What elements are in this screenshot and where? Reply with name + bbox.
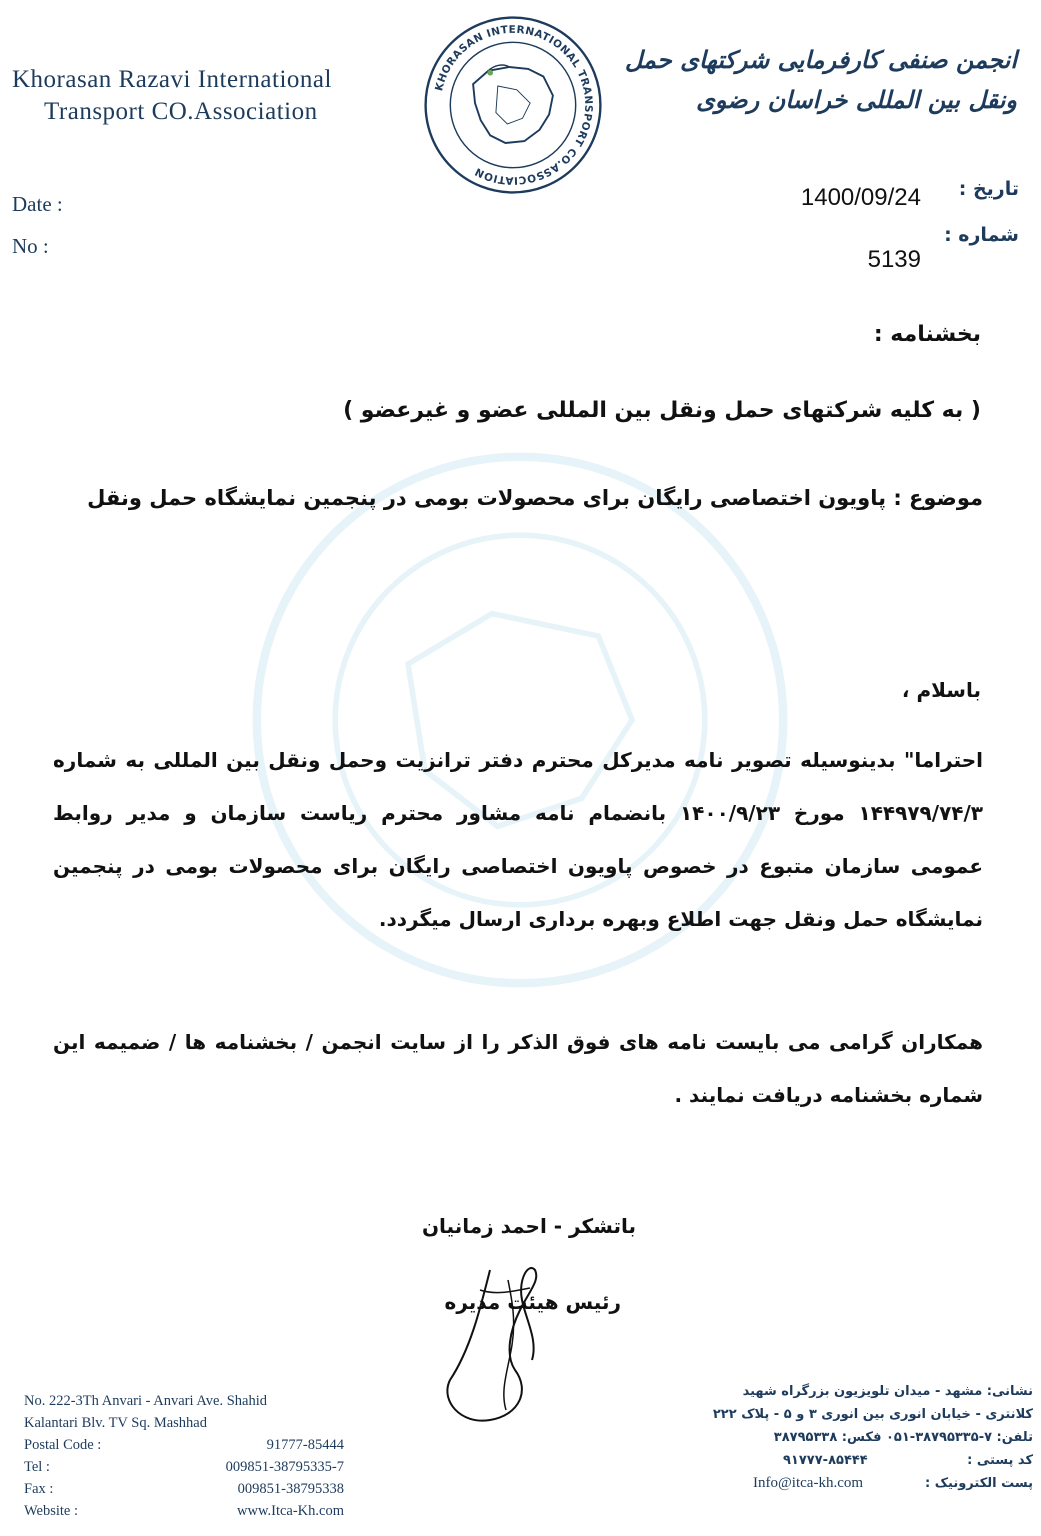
letter-number: 5139 [867,246,921,273]
fax-label: Fax : [24,1481,54,1497]
postal-label-fa: کد پستی : [967,1453,1033,1468]
footer-address-en-2: Kalantari Blv. TV Sq. Mashhad [24,1415,207,1431]
website-link[interactable]: www.Itca-Kh.com [237,1503,344,1519]
postal-value: 91777-85444 [266,1437,344,1453]
footer-address-fa-2: کلانتری - خیابان انوری بین انوری ۳ و ۵ - پلاک ۲۲۲ [712,1407,1033,1422]
no-label-en: No : [12,234,49,258]
footer-contact-fa [703,1380,1033,1495]
svg-text:KHORASAN INTERNATIONAL TRANSPO [433,24,594,187]
org-name-fa [597,40,1017,120]
footer-address-en-1: No. 222-3Th Anvari - Anvari Ave. Shahid [24,1393,267,1409]
postal-label: Postal Code : [24,1437,102,1453]
footer-contact-en [24,1390,344,1522]
footer-email-fa-row [703,1472,1033,1495]
footer-postal-row [24,1434,344,1456]
logo-ring-text: KHORASAN INTERNATIONAL TRANSPORT CO.ASSOCIATION [433,23,595,187]
greeting: باسلام ، [901,678,981,702]
org-name-en-line1: Khorasan Razavi International [12,66,332,93]
footer-address-fa-1: نشانی: مشهد - میدان تلویزیون بزرگراه شهید [742,1384,1033,1399]
org-name-fa-text: انجمن صنفی کارفرمایی شرکتهای حمل ونقل بین المللی خراسان رضوی [624,45,1017,114]
body-paragraph-2: همکاران گرامی می بایست نامه های فوق الذکر را از سایت انجمن / بخشنامه ها / ضمیمه این شماره بخشنامه دریافت نمایند . [53,1030,983,1107]
email-label-fa: پست الکترونیک : [925,1476,1033,1491]
website-label: Website : [24,1503,78,1519]
date-value: 1400/09/24 [800,184,921,211]
date-label-en: Date : [12,192,63,216]
footer-postal-fa-row [703,1449,1033,1472]
footer-fax-row [24,1478,344,1500]
subject-line: موضوع : پاویون اختصاصی رایگان برای محصولات بومی در پنجمین نمایشگاه حمل ونقل [87,486,983,510]
footer-phone-fa: تلفن: ۷-۳۸۷۹۵۳۳۵-۰۵۱ فکس: ۳۸۷۹۵۳۳۸ [773,1430,1033,1445]
email-link[interactable]: Info@itca-kh.com [753,1475,864,1491]
postal-value-fa: ۹۱۷۷۷-۸۵۴۴۴ [783,1453,868,1468]
recipient-line: ( به کلیه شرکتهای حمل ونقل بین المللی عضو و غیرعضو ) [343,398,981,423]
date-label-fa: تاریخ : [958,178,1019,200]
signer-title: رئیس هیئت مدیره [444,1290,621,1314]
handwritten-signature [420,1250,580,1440]
org-name-en [12,64,332,128]
body-paragraph-1: احتراما" بدینوسیله تصویر نامه مدیرکل محترم دفتر ترانزیت وحمل ونقل بین المللی به شماره ۱۴۴۹۷۹/۷۴/۳ مورخ ۱۴۰۰/۹/۲۳ بانضمام نامه مشاور محترم ریاست سازمان و مدیر روابط عمومی سازمان متبوع در خصوص پاویون اختصاصی رایگان برای محصولات بومی در پنجمین نمایشگاه حمل ونقل جهت اطلاع وبهره برداری ارسال میگردد. [53,748,983,931]
closing-signoff: باتشکر - احمد زمانیان [421,1214,636,1238]
letter-type-heading: بخشنامه : [873,322,981,347]
fax-value: 009851-38795338 [237,1481,344,1497]
footer-tel-row [24,1456,344,1478]
tel-label: Tel : [24,1459,50,1475]
association-logo [418,10,608,200]
footer-website-row [24,1500,344,1522]
tel-value: 009851-38795335-7 [225,1459,344,1475]
org-name-en-line2: Transport CO.Association [44,98,318,125]
no-label-fa: شماره : [944,224,1019,246]
